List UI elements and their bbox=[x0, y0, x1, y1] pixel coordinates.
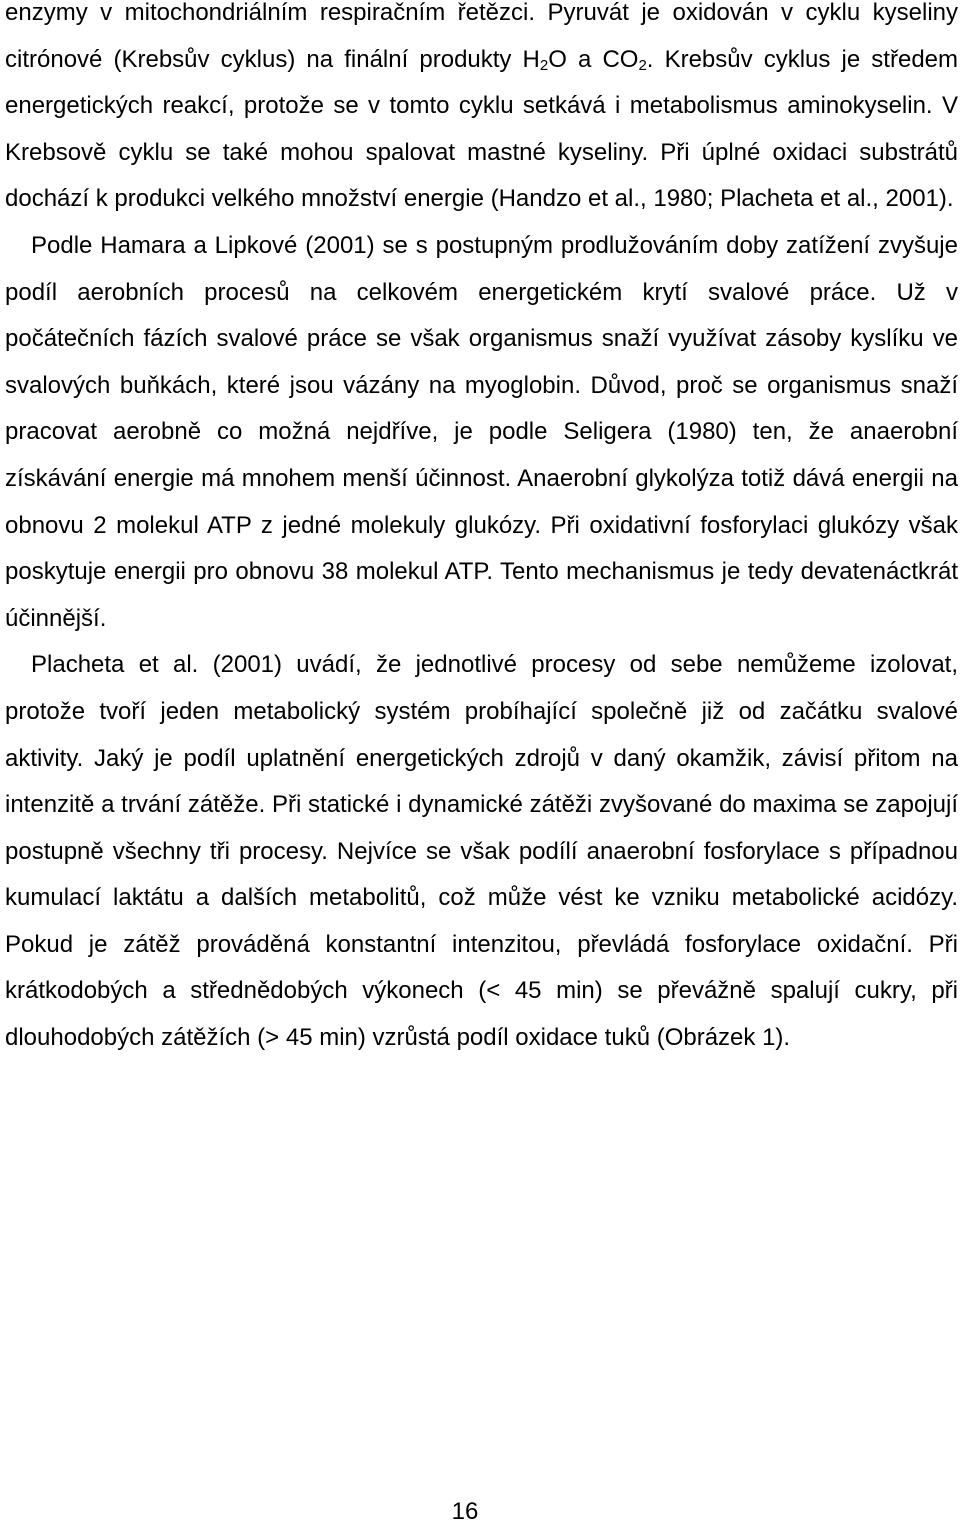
paragraph-krebs-cycle bbox=[5, 0, 958, 223]
paragraph-aerobic-processes: Podle Hamara a Lipkové (2001) se s postupným prodlužováním doby zatížení zvyšuje podíl aerobních procesů na celkovém energetickém krytí svalové práce. Už v počátečních fázích svalové práce se však organismus snaží využívat zásoby kyslíku ve svalových buňkách, které jsou vázány na myoglobin. Důvod, proč se organismus snaží pracovat aerobně co možná nejdříve, je podle Seligera (1980) ten, že anaerobní získávání energie má mnohem menší účinnost. Anaerobní glykolýza totiž dává energii na obnovu 2 molekul ATP z jedné molekuly glukózy. Při oxidativní fosforylaci glukózy však poskytuje energii pro obnovu 38 molekul ATP. Tento mechanismus je tedy devatenáctkrát účinnější. bbox=[5, 231, 958, 632]
paragraph-1-text-a: enzymy v mitochondriálním respiračním řetězci. Pyruvát je oxidován v cyklu kyseliny citrónové (Krebsův cyklus) na finální produkty H bbox=[5, 0, 958, 73]
page-body bbox=[5, 0, 958, 1062]
subscript-h2o: 2 bbox=[539, 56, 549, 74]
paragraph-metabolic-system: Placheta et al. (2001) uvádí, že jednotlivé procesy od sebe nemůžeme izolovat, protože tvoří jeden metabolický systém probíhající společně již od začátku svalové aktivity. Jaký je podíl uplatnění energetických zdrojů v daný okamžik, závisí přitom na intenzitě a trvání zátěže. Při statické i dynamické zátěži zvyšované do maxima se zapojují postupně všechny tři procesy. Nejvíce se však podílí anaerobní fosforylace s případnou kumulací laktátu a dalších metabolitů, což může vést ke vzniku metabolické acidózy. Pokud je zátěž prováděná konstantní intenzitou, převládá fosforylace oxidační. Při krátkodobých a střednědobých výkonech (< 45 min) se převážně spalují cukry, při dlouhodobých zátěžích (> 45 min) vzrůstá podíl oxidace tuků (Obrázek 1). bbox=[5, 651, 958, 1052]
page-number: 16 bbox=[451, 1498, 479, 1525]
paragraph-1-text-c: . Krebsův cyklus je středem energetických reakcí, protože se v tomto cyklu setkává i metabolismus aminokyselin. V Krebsově cyklu se také mohou spalovat mastné kyseliny. Při úplné oxidaci substrátů dochází k produkci velkého množství energie (Handzo et al., 1980; Placheta et al., 2001). bbox=[5, 45, 958, 213]
subscript-co2: 2 bbox=[638, 56, 647, 74]
paragraph-1-text-b: O a CO bbox=[548, 45, 639, 73]
